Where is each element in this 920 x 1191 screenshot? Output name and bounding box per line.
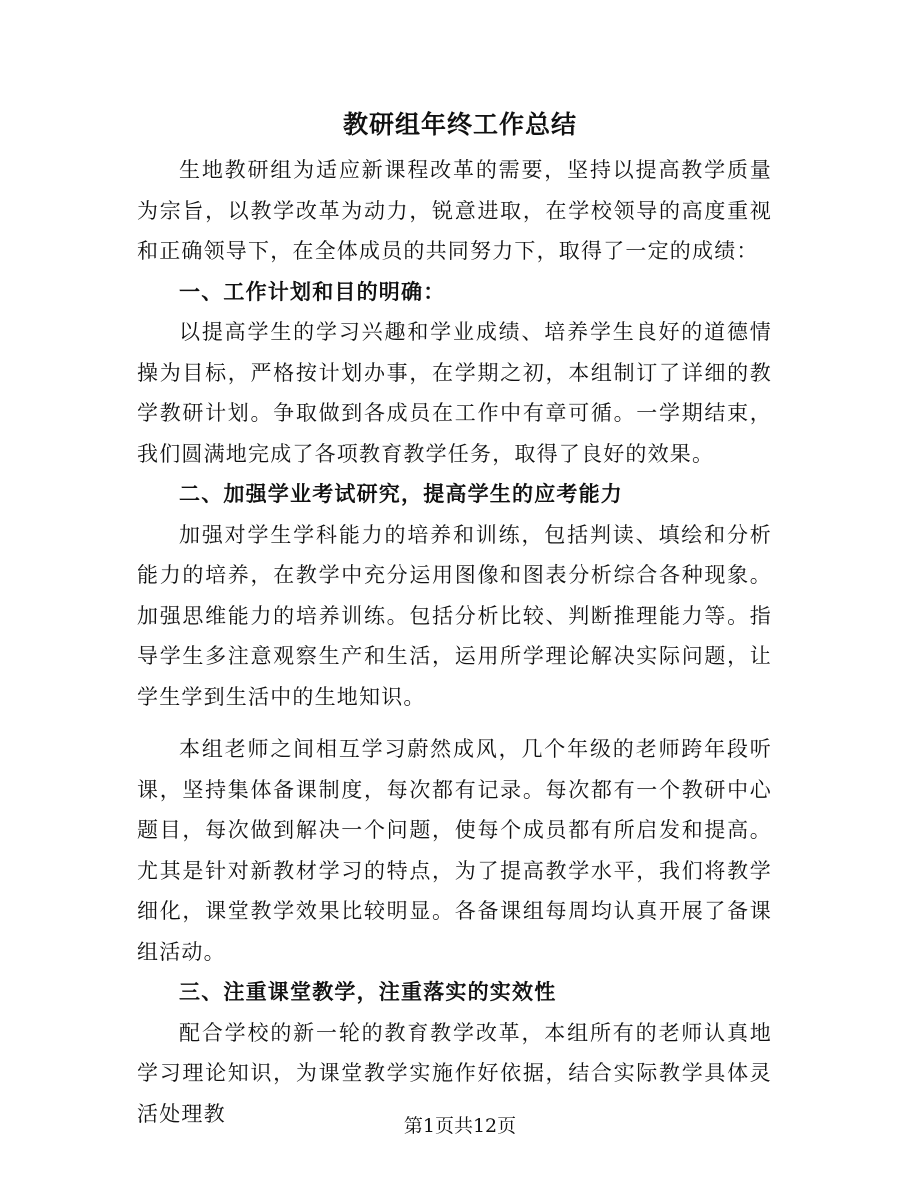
section-heading-3: 三、注重课堂教学，注重落实的实效性 <box>179 979 557 1004</box>
section-heading-1: 一、工作计划和目的明确： <box>179 278 446 304</box>
section-1-paragraph: 以提高学生的学习兴趣和学业成绩、培养学生良好的道德情操为目标，严格按计划办事，在学期之初，本组制订了详细的教学教研计划。争取做到各成员在工作中有章可循。一学期结束，我们圆满地完成了各项教育教学任务，取得了良好的效果。 <box>137 320 772 466</box>
section-heading-2: 二、加强学业考试研究，提高学生的应考能力 <box>179 481 623 506</box>
section-2-paragraph-1: 加强对学生学科能力的培养和训练，包括判读、填绘和分析能力的培养，在教学中充分运用图像和图表分析综合各种现象。加强思维能力的培养训练。包括分析比较、判断推理能力等。指导学生多注意观察生产和生活，运用所学理论解决实际问题，让学生学到生活中的生地知识。 <box>137 522 772 709</box>
intro-paragraph: 生地教研组为适应新课程改革的需要，坚持以提高教学质量为宗旨，以教学改革为动力，锐意进取，在学校领导的高度重视和正确领导下，在全体成员的共同努力下，取得了一定的成绩： <box>137 158 772 263</box>
page-number: 第1页共12页 <box>403 1115 517 1137</box>
section-3-paragraph: 配合学校的新一轮的教育教学改革，本组所有的老师认真地学习理论知识，为课堂教学实施作好依据，结合实际教学具体灵活处理教 <box>137 1020 772 1126</box>
document-title: 教研组年终工作总结 <box>342 110 577 139</box>
document-body <box>137 150 772 1134</box>
section-2-paragraph-2: 本组老师之间相互学习蔚然成风，几个年级的老师跨年段听课，坚持集体备课制度，每次都有记录。每次都有一个教研中心题目，每次做到解决一个问题，使每个成员都有所启发和提高。尤其是针对新教材学习的特点，为了提高教学水平，我们将教学细化，课堂教学效果比较明显。各备课组每周均认真开展了备课组活动。 <box>137 737 772 964</box>
